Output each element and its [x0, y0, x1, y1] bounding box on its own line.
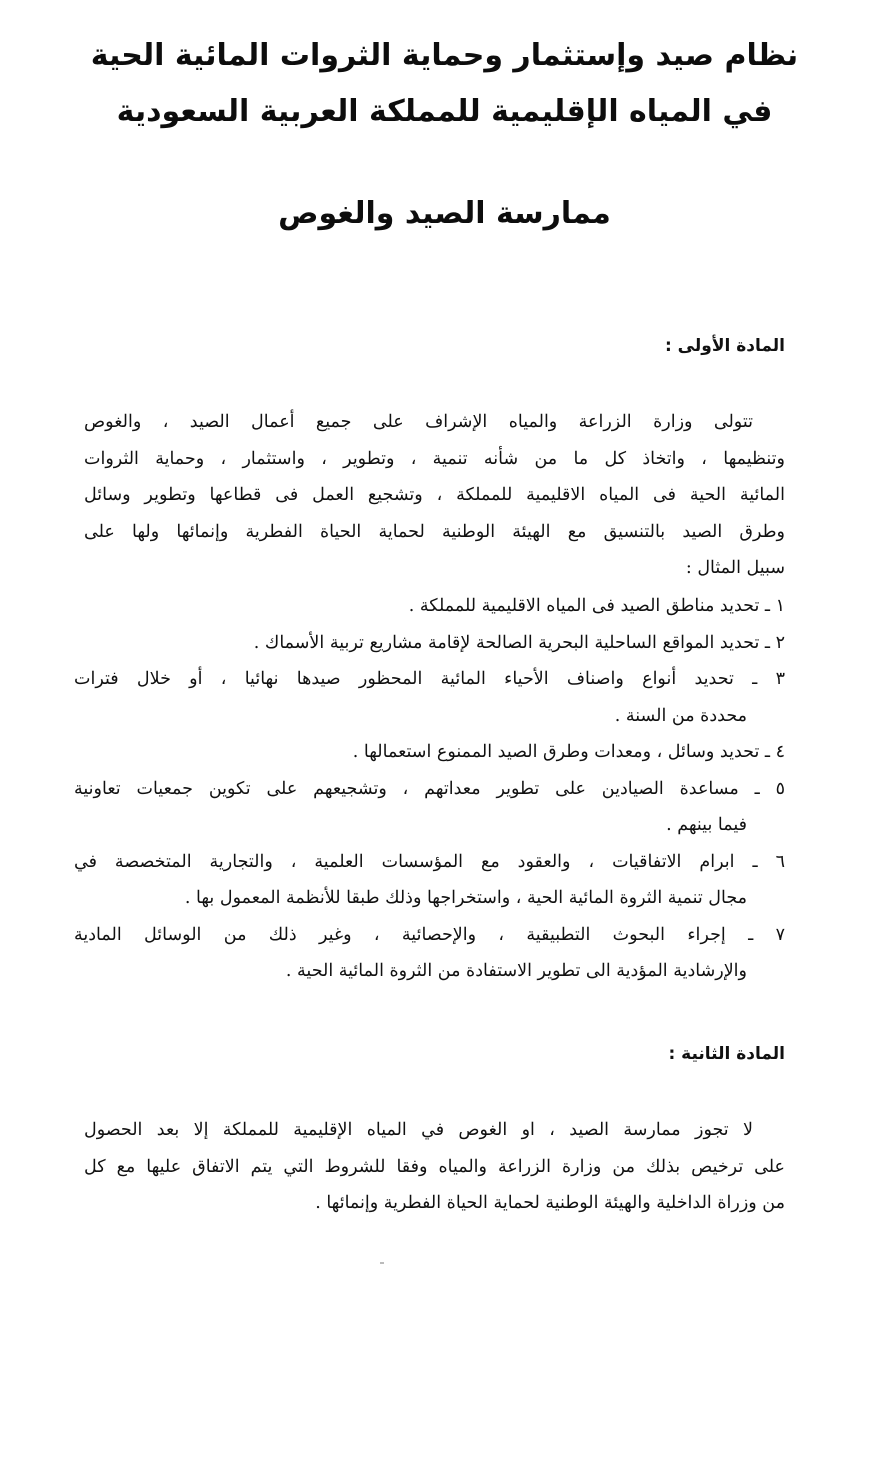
paragraph-line: المائية الحية فى المياه الاقليمية للمملكة ، وتشجيع العمل فى قطاعها وتطوير وسائل [84, 485, 785, 505]
article-1-heading: المادة الأولى : [664, 336, 785, 356]
list-item-line: مجال تنمية الثروة المائية الحية ، واستخراجها وذلك طبقا للأنظمة المعمول بها . [184, 888, 747, 908]
list-item-line: ٤ ـ تحديد وسائل ، ومعدات وطرق الصيد الممنوع استعمالها . [352, 742, 785, 762]
title-line-2: في المياه الإقليمية للمملكة العربية السعودية [116, 94, 773, 129]
article-1-paragraph [84, 404, 785, 587]
list-item-line: محددة من السنة . [614, 705, 747, 726]
paragraph-line: لا تجوز ممارسة الصيد ، او الغوص في المياه الإقليمية للمملكة إلا بعد الحصول [84, 1120, 753, 1140]
article-2-heading: المادة الثانية : [668, 1044, 785, 1064]
list-item-line: ٣ ـ تحديد أنواع واصناف الأحياء المائية المحظور صيدها نهائيا ، أو خلال فترات [74, 669, 785, 689]
list-item-line: ٢ ـ تحديد المواقع الساحلية البحرية الصالحة لإقامة مشاريع تربية الأسماك . [253, 632, 785, 653]
list-item [74, 661, 785, 734]
section-title: ممارسة الصيد والغوص [278, 196, 611, 231]
paragraph-line: تتولى وزارة الزراعة والمياه الإشراف على جميع أعمال الصيد ، والغوص [84, 412, 753, 432]
article-1-list [74, 588, 785, 990]
list-item [74, 588, 785, 625]
list-item [74, 771, 785, 844]
list-item-line: ١ ـ تحديد مناطق الصيد فى المياه الاقليمية للمملكة . [408, 596, 785, 616]
paragraph-line: من وزراة الداخلية والهيئة الوطنية لحماية الحياة الفطرية وإنمائها . [315, 1193, 785, 1213]
title-line-1: نظام صيد وإستثمار وحماية الثروات المائية الحية [90, 38, 799, 73]
list-item-line: ٦ ـ ابرام الاتفاقيات ، والعقود مع المؤسسات العلمية ، والتجارية المتخصصة في [74, 851, 785, 872]
document-title [60, 28, 829, 140]
paragraph-line: على ترخيص بذلك من وزارة الزراعة والمياه وفقا للشروط التي يتم الاتفاق عليها مع كل [84, 1156, 785, 1177]
paragraph-line: سبيل المثال : [685, 558, 785, 578]
paragraph-line: وتنظيمها ، واتخاذ كل ما من شأنه تنمية ، وتطوير ، واستثمار ، وحماية الثروات [84, 448, 785, 469]
paragraph-line: وطرق الصيد بالتنسيق مع الهيئة الوطنية لحماية الحياة الفطرية وإنمائها ولها على [84, 521, 785, 542]
list-item [74, 844, 785, 917]
list-item [74, 734, 785, 771]
list-item-line: ٥ ـ مساعدة الصيادين على تطوير معداتهم ، وتشجيعهم على تكوين جمعيات تعاونية [74, 778, 785, 799]
scan-speck [380, 1262, 384, 1264]
list-item-line: فيما بينهم . [666, 815, 747, 835]
list-item-line: ٧ ـ إجراء البحوث التطبيقية ، والإحصائية ، وغير ذلك من الوسائل المادية [74, 924, 785, 945]
list-item [74, 917, 785, 990]
list-item [74, 625, 785, 662]
article-2-paragraph [84, 1112, 785, 1222]
list-item-line: والإرشادية المؤدية الى تطوير الاستفادة من الثروة المائية الحية . [285, 961, 747, 981]
